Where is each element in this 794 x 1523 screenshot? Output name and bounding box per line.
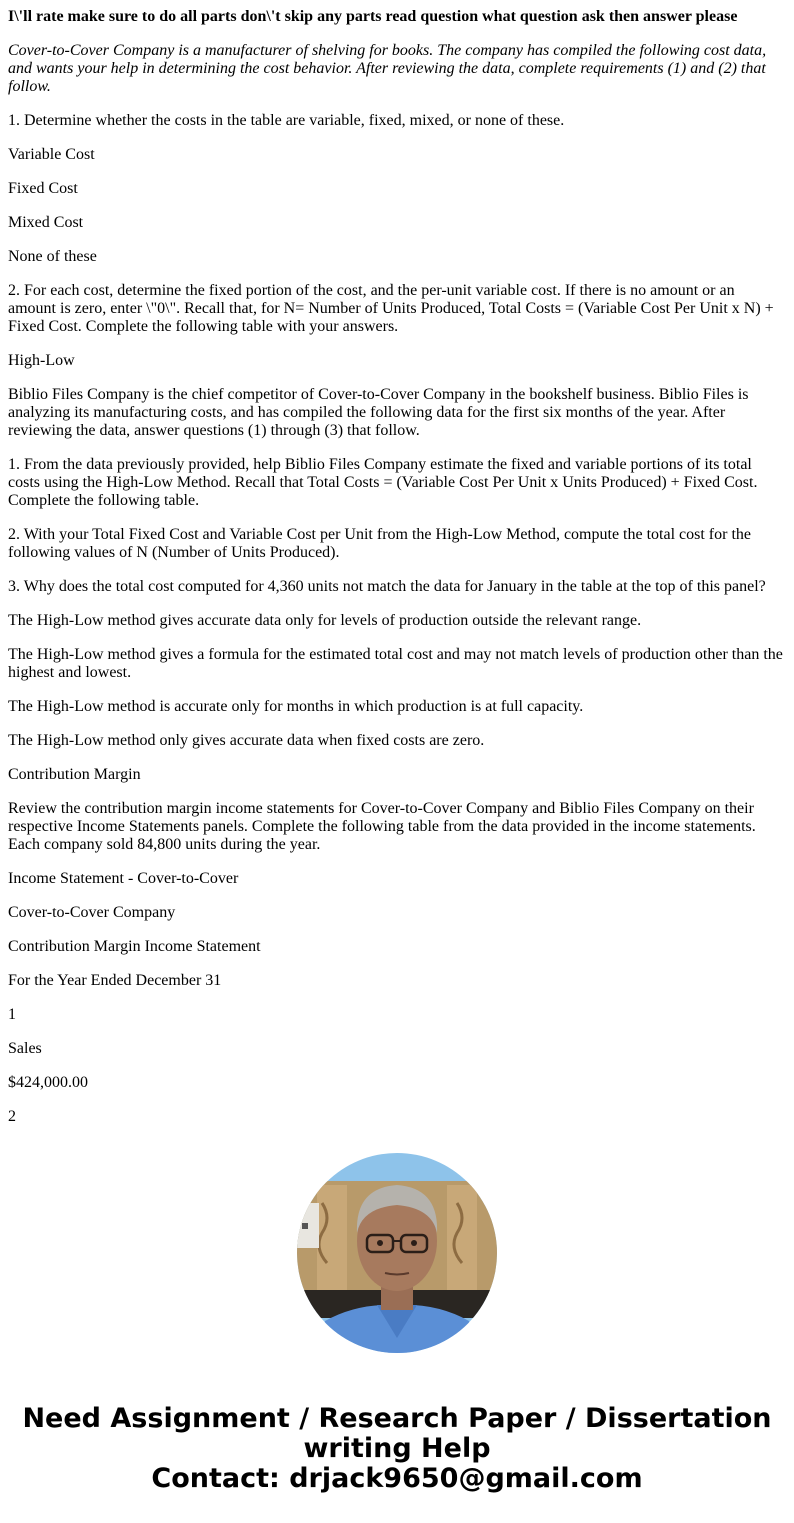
contribution-margin-intro: Review the contribution margin income statements for Cover-to-Cover Company and Biblio Files Company on their respective Income Statements panels. Complete the following table from the data provided in the income statements. Each company sold 84,800 units during the year. xyxy=(8,800,756,853)
income-statement-tab[interactable]: Income Statement - Cover-to-Cover xyxy=(8,870,239,887)
high-low-q1: 1. From the data previously provided, help Biblio Files Company estimate the fixed and variable portions of its total costs using the High-Low Method. Recall that Total Costs = (Variable Cost Per Unit x Units Produced) + Fixed Cost. Complete the following table. xyxy=(8,456,758,509)
statement-company-name: Cover-to-Cover Company xyxy=(8,904,176,921)
question-title: I\'ll rate make sure to do all parts don\'t skip any parts read question what question ask then answer please xyxy=(8,8,738,25)
statement-period: For the Year Ended December 31 xyxy=(8,972,222,989)
statement-row-value: $424,000.00 xyxy=(8,1074,88,1091)
high-low-q2: 2. With your Total Fixed Cost and Variable Cost per Unit from the High-Low Method, compute the total cost for the following values of N (Number of Units Produced). xyxy=(8,526,752,561)
high-low-intro: Biblio Files Company is the chief competitor of Cover-to-Cover Company in the bookshelf business. Biblio Files is analyzing its manufacturing costs, and has compiled the following data for the first six months of the year. After reviewing the data, answer questions (1) through (3) that follow. xyxy=(8,386,749,439)
statement-row-label: Sales xyxy=(8,1040,42,1057)
q3-option-formula-estimate[interactable]: The High-Low method gives a formula for the estimated total cost and may not match levels of production other than the highest and lowest. xyxy=(8,646,783,681)
q3-option-outside-range[interactable]: The High-Low method gives accurate data only for levels of production outside the relevant range. xyxy=(8,612,642,629)
banner-line-1: Need Assignment / Research Paper / Dissertation xyxy=(22,1403,772,1434)
contribution-margin-heading: Contribution Margin xyxy=(8,766,141,783)
person-photo-icon xyxy=(297,1153,497,1353)
banner-line-2: writing Help xyxy=(303,1433,491,1464)
statement-row-number: 1 xyxy=(8,1006,16,1023)
avatar xyxy=(297,1153,497,1353)
contact-banner xyxy=(0,1404,794,1494)
q3-option-fixed-costs-zero[interactable]: The High-Low method only gives accurate data when fixed costs are zero. xyxy=(8,732,485,749)
banner-contact-email[interactable]: Contact: drjack9650@gmail.com xyxy=(151,1463,643,1494)
option-fixed-cost[interactable]: Fixed Cost xyxy=(8,180,78,197)
high-low-heading: High-Low xyxy=(8,352,75,369)
intro-paragraph: Cover-to-Cover Company is a manufacturer of shelving for books. The company has compiled the following cost data, and wants your help in determining the cost behavior. After reviewing the data, complete requirements (1) and (2) that follow. xyxy=(8,42,767,95)
high-low-q3: 3. Why does the total cost computed for 4,360 units not match the data for January in the table at the top of this panel? xyxy=(8,578,766,595)
statement-row-number: 2 xyxy=(8,1108,16,1125)
cost-behavior-q2: 2. For each cost, determine the fixed portion of the cost, and the per-unit variable cost. If there is no amount or an amount is zero, enter \"0\". Recall that, for N= Number of Units Produced, Total Costs = (Variable Cost Per Unit x N) + Fixed Cost. Complete the following table with your answers. xyxy=(8,282,774,335)
q3-option-full-capacity[interactable]: The High-Low method is accurate only for months in which production is at full capacity. xyxy=(8,698,584,715)
question-content xyxy=(8,0,786,1142)
option-none-of-these[interactable]: None of these xyxy=(8,248,97,265)
cost-behavior-q1: 1. Determine whether the costs in the table are variable, fixed, mixed, or none of these. xyxy=(8,112,565,129)
option-mixed-cost[interactable]: Mixed Cost xyxy=(8,214,84,231)
statement-title: Contribution Margin Income Statement xyxy=(8,938,261,955)
option-variable-cost[interactable]: Variable Cost xyxy=(8,146,95,163)
